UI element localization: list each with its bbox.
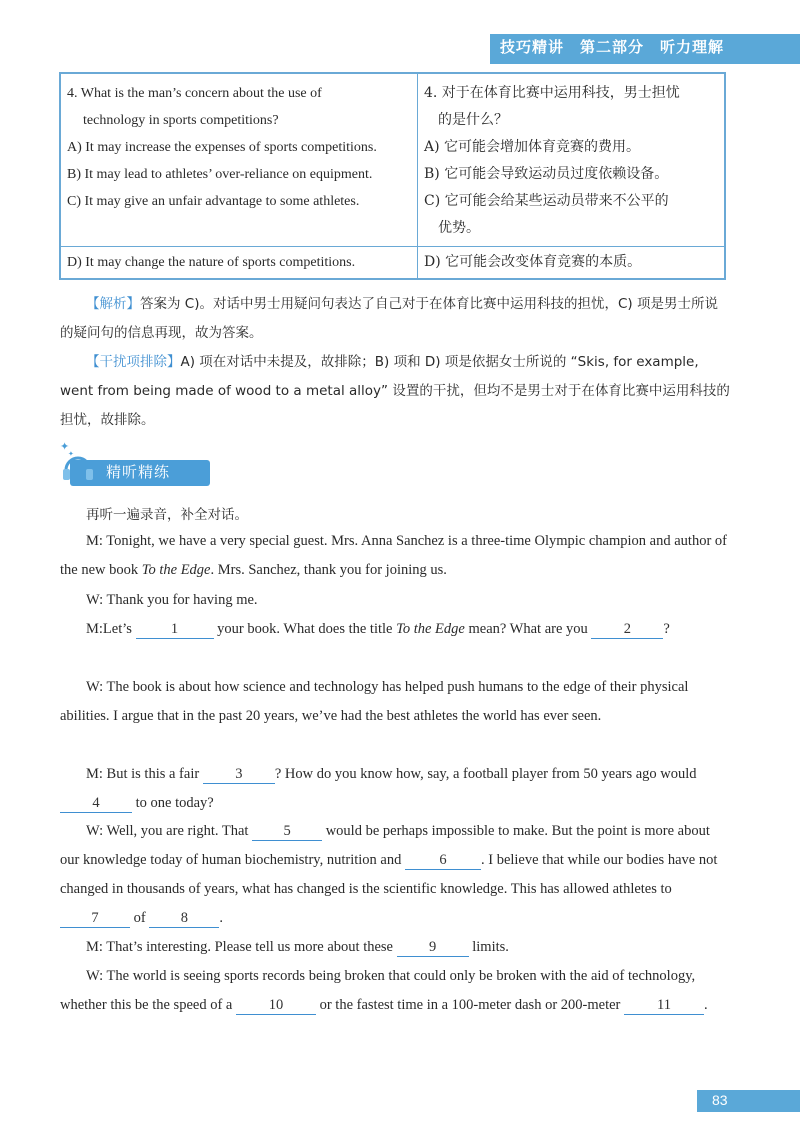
question-stem-zh: 4. 对于在体育比赛中运用科技，男士担忧 的是什么？: [424, 85, 680, 128]
option-d-en-cell: [60, 247, 418, 280]
blank-2[interactable]: 2: [591, 620, 663, 639]
blank-4[interactable]: 4: [60, 794, 132, 813]
blank-10[interactable]: 10: [236, 996, 316, 1015]
blank-9[interactable]: 9: [397, 938, 469, 957]
option-c-en: C) It may give an unfair advantage to some athletes.: [67, 194, 360, 209]
option-b-zh: B) 它可能会导致运动员过度依赖设备。: [424, 166, 669, 182]
blank-3[interactable]: 3: [203, 765, 275, 784]
dialogue-p3: M:Let’s 1 your book. What does the title To the Edge mean? What are you 2 ?: [86, 621, 670, 637]
blank-7[interactable]: 7: [60, 909, 130, 928]
page-number: 83: [712, 1092, 728, 1108]
headphones-icon: [58, 446, 98, 486]
dialogue-p7: M: That’s interesting. Please tell us more about these 9 limits.: [86, 939, 509, 955]
sparkle-icon: ✦: [60, 440, 70, 453]
dialogue-p4: W: The book is about how science and technology has helped push humans to the edge of their physical abilities. I argue that in the past 20 years, we’ve had the best athletes the world has ever seen.: [60, 679, 689, 724]
blank-1[interactable]: 1: [136, 620, 214, 639]
option-c-zh: C) 它可能会给某些运动员带来不公平的 优势。: [424, 193, 669, 236]
dialogue-p8: W: The world is seeing sports records being broken that could only be broken with the aid of technology, whether this be the speed of a 10 or the fastest time in a 100-meter dash or 200-meter 11 .: [60, 968, 708, 1013]
instruction: 再听一遍录音，补全对话。: [86, 507, 248, 523]
dialogue-p1: M: Tonight, we have a very special guest. Mrs. Anna Sanchez is a three-time Olympic champion and author of the new book To the Edge. Mrs. Sanchez, thank you for joining us.: [60, 533, 727, 578]
option-a-zh: A) 它可能会增加体育竞赛的费用。: [424, 139, 641, 155]
option-d-zh-cell: [418, 247, 726, 280]
question-en: [60, 73, 418, 247]
sparkle-small-icon: ✦: [68, 450, 74, 458]
dialogue-p6: W: Well, you are right. That 5 would be perhaps impossible to make. But the point is more about our knowledge today of human biochemistry, nutrition and 6 . I believe that while our bodies have not changed in thousands of years, what has changed is the scientific knowledge. This has allowed athletes to 7 of 8 .: [60, 823, 718, 926]
distractor-paragraph: 【干扰项排除】A) 项在对话中未提及，故排除；B) 项和 D) 项是依据女士所说的 “Skis, for example, went from being made of wood to a metal alloy” 设置的干扰，但均不是男士对于在体育比赛中运用科技的担忧，故排除。: [60, 354, 730, 428]
blank-5[interactable]: 5: [252, 822, 322, 841]
dialogue-p5: M: But is this a fair 3 ? How do you know how, say, a football player from 50 years ago would 4 to one today?: [60, 760, 730, 818]
option-a-en: A) It may increase the expenses of sports competitions.: [67, 140, 377, 155]
page-header-title: 技巧精讲 第二部分 听力理解: [500, 38, 725, 56]
section-title: 精听精练: [106, 463, 171, 481]
question-zh: [418, 73, 726, 247]
blank-11[interactable]: 11: [624, 996, 704, 1015]
question-stem-en: 4. What is the man’s concern about the use of technology in sports competitions?: [67, 86, 322, 128]
analysis-tag: 【解析】: [86, 296, 140, 312]
blank-8[interactable]: 8: [149, 909, 219, 928]
option-d-zh: D) 它可能会改变体育竞赛的本质。: [424, 254, 642, 270]
analysis-paragraph: 【解析】答案为 C)。对话中男士用疑问句表达了自己对于在体育比赛中运用科技的担忧，C) 项是男士所说的疑问句的信息再现，故为答案。: [60, 296, 718, 341]
distractor-tag: 【干扰项排除】: [86, 354, 181, 370]
option-d-en: D) It may change the nature of sports competitions.: [67, 255, 356, 270]
blank-6[interactable]: 6: [405, 851, 481, 870]
section-badge: [58, 440, 208, 490]
option-b-en: B) It may lead to athletes’ over-reliance on equipment.: [67, 167, 373, 182]
question-table: [59, 72, 726, 280]
dialogue-p2: W: Thank you for having me.: [86, 592, 258, 608]
